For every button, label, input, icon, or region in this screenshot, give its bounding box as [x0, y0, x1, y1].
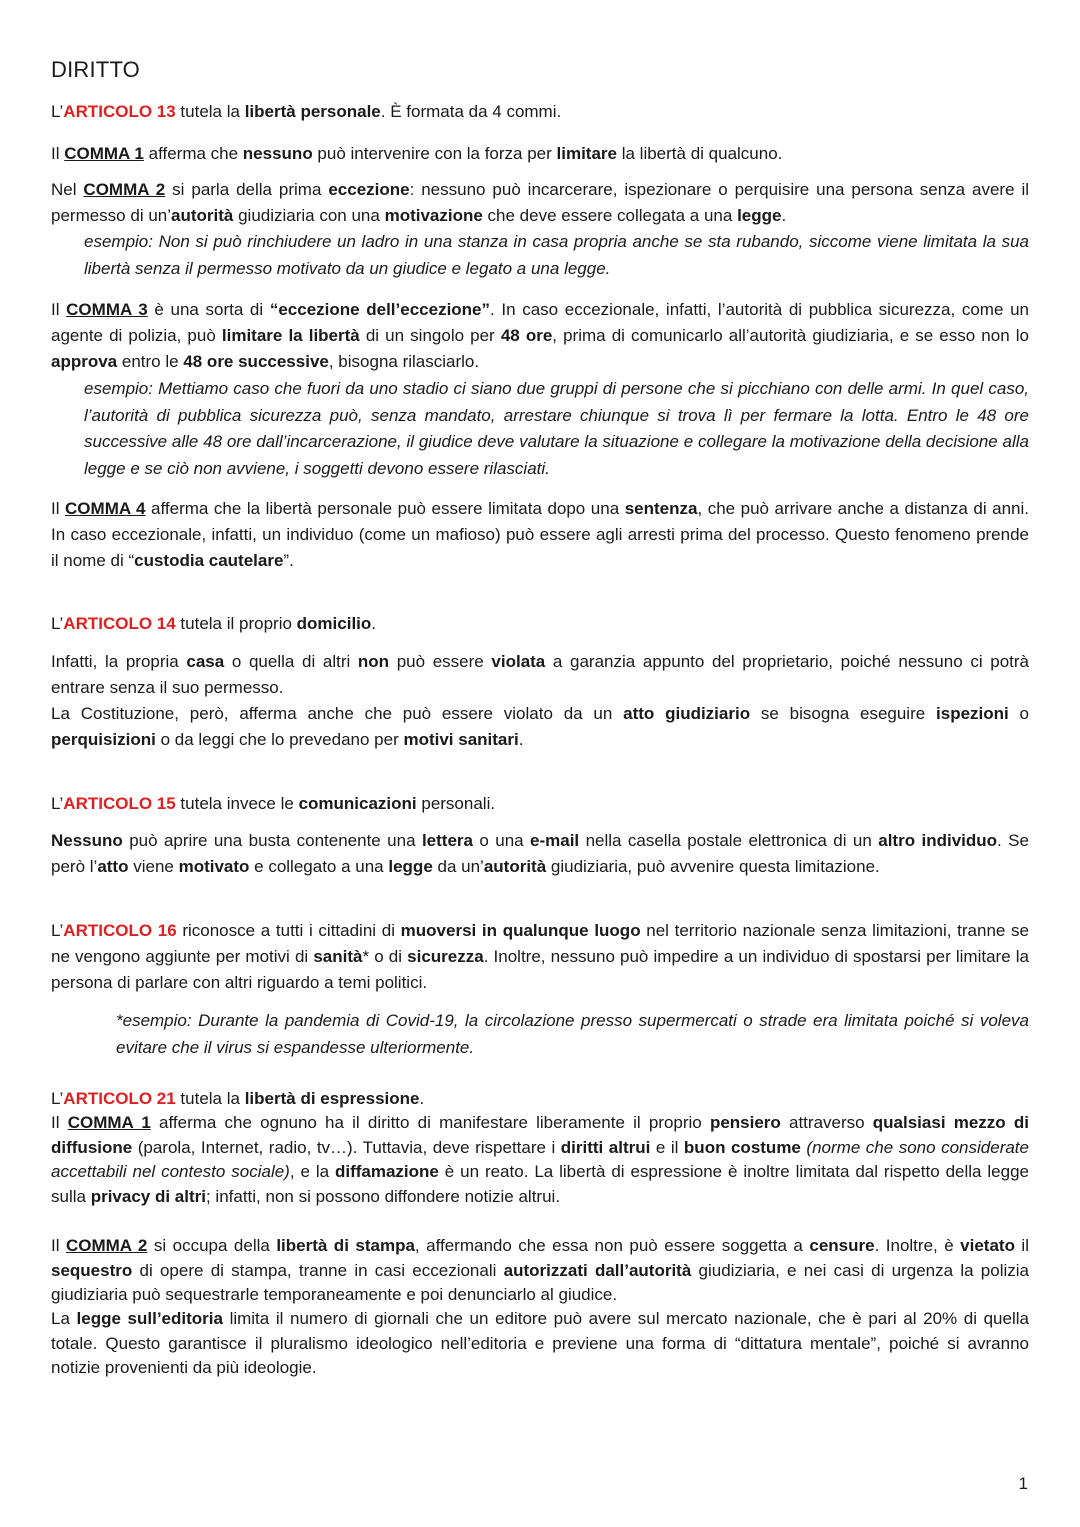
art14-body: Infatti, la propria casa o quella di altri non può essere violata a garanzia appunto del proprietario, poiché nessuno ci potrà entrare senza il suo permesso. — [51, 652, 1029, 697]
art21-comma1: Il COMMA 1 afferma che ognuno ha il diritto di manifestare liberamente il proprio pensiero attraverso qualsiasi mezzo di diffusione (parola, Internet, radio, tv…). Tuttavia, deve rispettare i diritti altrui e il buon costume (norme che sono considerate accettabili nel contesto sociale), e la diffamazione è un reato. La libertà di espressione è inoltre limitata dal rispetto della legge sulla privacy di altri; infatti, non si possono diffondere notizie altrui. — [51, 1113, 1029, 1206]
art15-intro: L’ARTICOLO 15 tutela invece le comunicazioni personali. — [51, 794, 496, 813]
art13-comma2: Nel COMMA 2 si parla della prima eccezione: nessuno può incarcerare, ispezionare o perquisire una persona senza avere il permesso di un’autorità giudiziaria con una motivazione che deve essere collegata a una legge. — [51, 180, 1030, 225]
art15-body: Nessuno può aprire una busta contenente una lettera o una e-mail nella casella postale elettronica di un altro individuo. Se però l’atto viene motivato e collegato a una legge da un’autorità giudiziaria, può avvenire questa limitazione. — [51, 831, 1029, 876]
art21-intro: L’ARTICOLO 21 tutela la libertà di espressione. — [51, 1089, 425, 1108]
art13-intro: L’ARTICOLO 13 tutela la libertà personale. È formata da 4 commi. — [51, 102, 562, 121]
art13-comma3: Il COMMA 3 è una sorta di “eccezione dell’eccezione”. In caso eccezionale, infatti, l’autorità di pubblica sicurezza, come un agente di polizia, può limitare la libertà di un singolo per 48 ore, prima di comunicarlo all’autorità giudiziaria, e se esso non lo approva entro le 48 ore successive, bisogna rilasciarlo. — [51, 300, 1029, 371]
art13-comma1: Il COMMA 1 afferma che nessuno può intervenire con la forza per limitare la libertà di qualcuno. — [51, 144, 783, 163]
art13-comma3-example: esempio: Mettiamo caso che fuori da uno stadio ci siano due gruppi di persone che si picchiano con delle armi. In quel caso, l’autorità di pubblica sicurezza può, senza mandato, arrestare chiunque si trova lì per fermare la lotta. Entro le 48 ore successive alle 48 ore dall’incarcerazione, il giudice deve valutare la situazione e collegare la motivazione della decisione alla legge e se ciò non avviene, i soggetti devono essere rilasciati. — [84, 379, 1029, 478]
art14-exceptions: La Costituzione, però, afferma anche che può essere violato da un atto giudiziario se bisogna eseguire ispezioni o perquisizioni o da leggi che lo prevedano per motivi sanitari. — [51, 704, 1030, 749]
art14-intro: L’ARTICOLO 14 tutela il proprio domicilio. — [51, 614, 377, 633]
art13-comma4: Il COMMA 4 afferma che la libertà personale può essere limitata dopo una sentenza, che può arrivare anche a distanza di anni. In caso eccezionale, infatti, un individuo (come un mafioso) può essere agli arresti prima del processo. Questo fenomeno prende il nome di “custodia cautelare”. — [51, 499, 1029, 570]
art16-body: L’ARTICOLO 16 riconosce a tutti i cittadini di muoversi in qualunque luogo nel territorio nazionale senza limitazioni, tranne se ne vengono aggiunte per motivi di sanità* o di sicurezza. Inoltre, nessuno può impedire a un individuo di spostarsi per limitare la persona di parlare con altri riguardo a temi politici. — [51, 921, 1030, 992]
page-title: DIRITTO — [51, 57, 140, 82]
art16-example: *esempio: Durante la pandemia di Covid-19, la circolazione presso supermercati o strade era limitata poiché si voleva evitare che il virus si espandesse ulteriormente. — [116, 1011, 1029, 1057]
page-number: 1 — [1018, 1474, 1028, 1493]
art13-comma2-example: esempio: Non si può rinchiudere un ladro in una stanza in casa propria anche se sta rubando, siccome viene limitata la sua libertà senza il permesso motivato da un giudice e legato a una legge. — [84, 232, 1029, 278]
art21-editoria: La legge sull’editoria limita il numero di giornali che un editore può avere sul mercato nazionale, che è pari al 20% di quella totale. Questo garantisce il pluralismo ideologico nell’editoria e previene una forma di “dittatura mentale”, poiché si avranno notizie provenienti da più ideologie. — [51, 1309, 1029, 1377]
art21-comma2: Il COMMA 2 si occupa della libertà di stampa, affermando che essa non può essere soggetta a censure. Inoltre, è vietato il sequestro di opere di stampa, tranne in casi eccezionali autorizzati dall’autorità giudiziaria, e nei casi di urgenza la polizia giudiziaria può sequestrarle temporaneamente e poi denunciarlo al giudice. — [51, 1236, 1029, 1304]
